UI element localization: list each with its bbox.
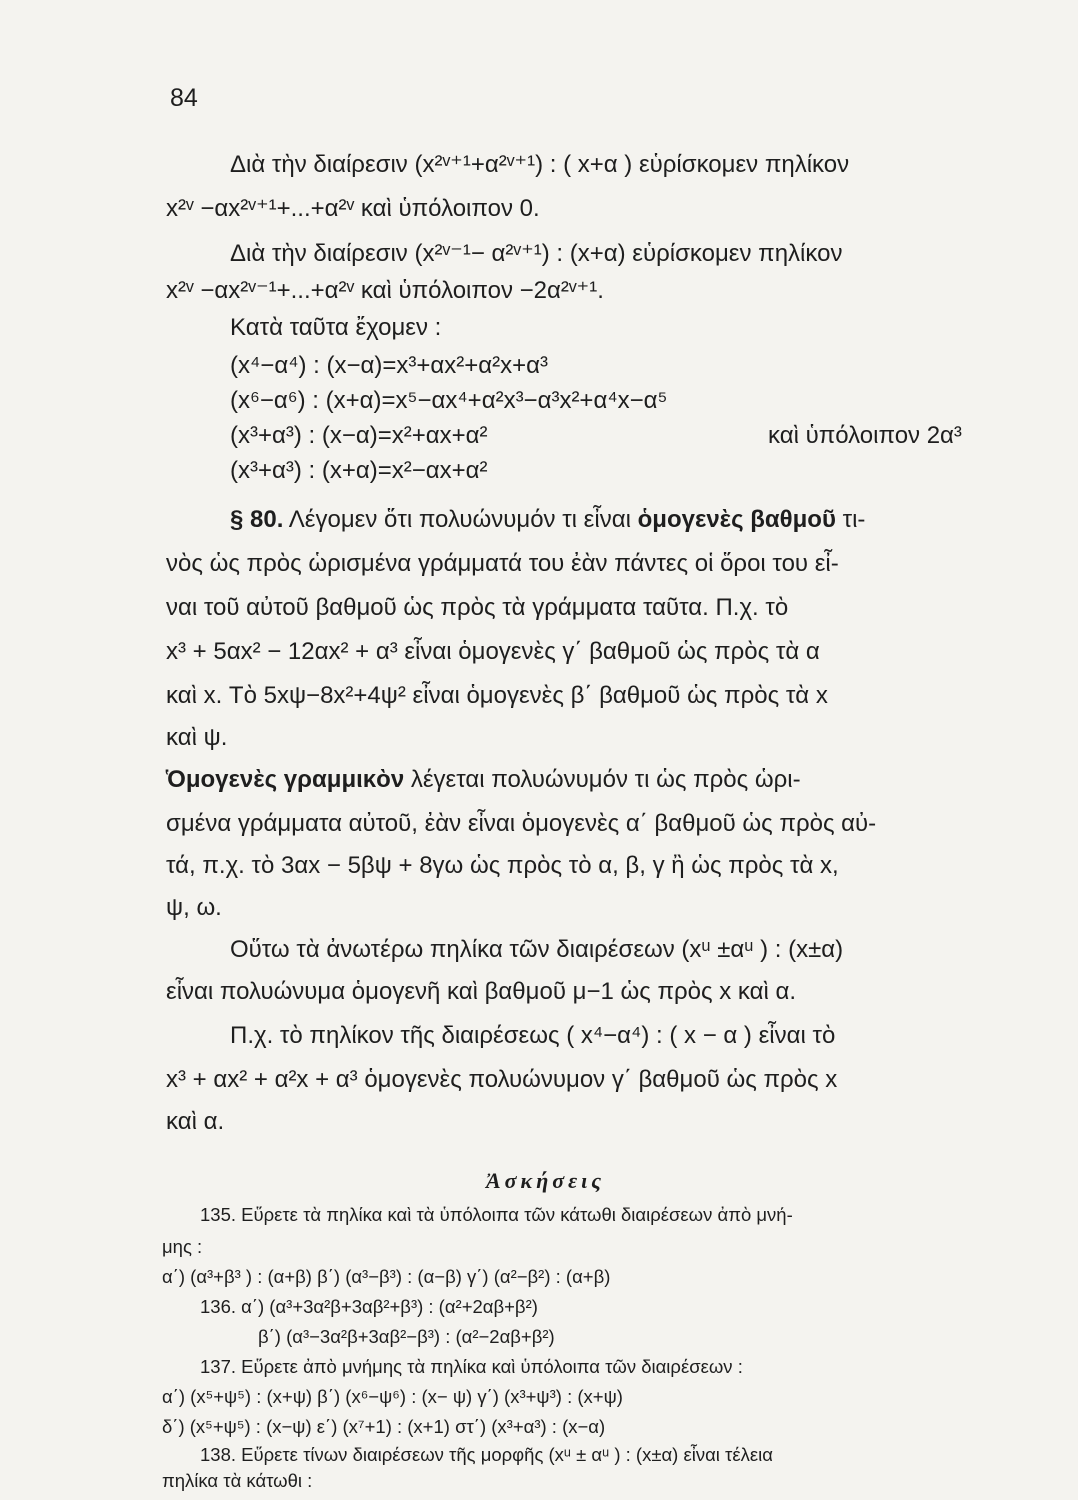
exercise-line: 136. α΄) (α³+3α²β+3αβ²+β³) : (α²+2αβ+β²) [200,1296,538,1317]
exercises-heading: Ἀσκήσεις [486,1168,606,1193]
intro-line: Κατὰ ταῦτα ἔχομεν : [230,314,442,341]
intro-line: x²ᵛ −αx²ᵛ⁻¹+...+α²ᵛ καὶ ὑπόλοιπον −2α²ᵛ⁺¹. [166,277,604,304]
linear-line: ψ, ω. [166,894,222,921]
section-line: ναι τοῦ αὐτοῦ βαθμοῦ ὡς πρὸς τὰ γράμματα ταῦτα. Π.χ. τὸ [166,594,789,621]
exercise-line: α΄) (α³+β³ ) : (α+β) β΄) (α³−β³) : (α−β) γ΄) (α²−β²) : (α+β) [162,1266,611,1287]
section-line: καὶ ψ. [166,724,228,751]
exercise-line: μης : [162,1236,203,1257]
linear-line: τά, π.χ. τὸ 3αx − 5βψ + 8γω ὡς πρὸς τὸ α, β, γ ἢ ὡς πρὸς τὰ x, [166,852,839,879]
intro-line: Διὰ τὴν διαίρεσιν (x²ᵛ⁻¹− α²ᵛ⁺¹) : (x+α) εὑρίσκομεν πηλίκον [230,240,843,267]
conclusion-line: εἶναι πολυώνυμα ὁμογενῆ καὶ βαθμοῦ μ−1 ὡς πρὸς x καὶ α. [166,978,797,1005]
conclusion-line: καὶ α. [166,1108,225,1135]
section-line: νὸς ὡς πρὸς ὡρισμένα γράμματά του ἐὰν πάντες οἱ ὅροι του εἶ- [166,550,839,577]
linear-text: λέγεται πολυώνυμόν τι ὡς πρὸς ὡρι- [410,766,801,793]
intro-line: Διὰ τὴν διαίρεσιν (x²ᵛ⁺¹+α²ᵛ⁺¹) : ( x+α ) εὑρίσκομεν πηλίκον [230,151,850,178]
remainder-note: καὶ ὑπόλοιπον 2α³ [768,422,962,449]
equation-line: (x³+α³) : (x+α)=x²−αx+α² [230,457,488,484]
exercise-line: δ΄) (x⁵+ψ⁵) : (x−ψ) ε΄) (x⁷+1) : (x+1) στ΄) (x³+α³) : (x−α) [162,1416,606,1437]
equation-line: (x⁴−α⁴) : (x−α)=x³+αx²+α²x+α³ [230,352,549,379]
section-line: καὶ x. Τὸ 5xψ−8x²+4ψ² εἶναι ὁμογενὲς β΄ βαθμοῦ ὡς πρὸς τὰ x [166,682,828,709]
equation-line: (x³+α³) : (x−α)=x²+αx+α² [230,422,488,449]
section-text-end: τι- [842,506,866,533]
linear-first-line [166,766,801,794]
exercise-line: 138. Εὕρετε τίνων διαιρέσεων τῆς μορφῆς (xᵘ ± αᵘ ) : (x±α) εἶναι τέλεια [200,1444,773,1465]
exercise-line: 135. Εὕρετε τὰ πηλίκα καὶ τὰ ὑπόλοιπα τῶν κάτωθι διαιρέσεων ἀπὸ μνή- [200,1204,793,1225]
exercise-line: α΄) (x⁵+ψ⁵) : (x+ψ) β΄) (x⁶−ψ⁶) : (x− ψ) γ΄) (x³+ψ³) : (x+ψ) [162,1386,623,1407]
linear-term: Ὁμογενὲς γραμμικὸν [166,766,405,793]
exercise-line: πηλίκα τὰ κάτωθι : [162,1470,313,1491]
section-80-first-line [230,506,865,534]
section-line: x³ + 5αx² − 12αx² + α³ εἶναι ὁμογενὲς γ΄ βαθμοῦ ὡς πρὸς τὰ α [166,638,820,665]
equation-line: (x⁶−α⁶) : (x+α)=x⁵−αx⁴+α²x³−α³x²+α⁴x−α⁵ [230,387,668,414]
intro-line: x²ᵛ −αx²ᵛ⁺¹+...+α²ᵛ καὶ ὑπόλοιπον 0. [166,195,540,222]
exercise-line: 137. Εὕρετε ἀπὸ μνήμης τὰ πηλίκα καὶ ὑπόλοιπα τῶν διαιρέσεων : [200,1356,743,1377]
linear-line: σμένα γράμματα αὐτοῦ, ἐὰν εἶναι ὁμογενὲς α΄ βαθμοῦ ὡς πρὸς αὐ- [166,810,877,837]
section-text: Λέγομεν ὅτι πολυώνυμόν τι εἶναι [288,506,631,533]
conclusion-line: Π.χ. τὸ πηλίκον τῆς διαιρέσεως ( x⁴−α⁴) : ( x − α ) εἶναι τὸ [230,1022,836,1049]
section-number: § 80. [230,506,284,533]
page-number: 84 [170,84,198,112]
exercise-line: β΄) (α³−3α²β+3αβ²−β³) : (α²−2αβ+β²) [258,1326,555,1347]
conclusion-line: Οὕτω τὰ ἀνωτέρω πηλίκα τῶν διαιρέσεων (xᵘ ±αᵘ ) : (x±α) [230,936,844,963]
section-term: ὁμογενὲς βαθμοῦ [637,506,836,533]
conclusion-line: x³ + αx² + α²x + α³ ὁμογενὲς πολυώνυμον γ΄ βαθμοῦ ὡς πρὸς x [166,1066,838,1093]
